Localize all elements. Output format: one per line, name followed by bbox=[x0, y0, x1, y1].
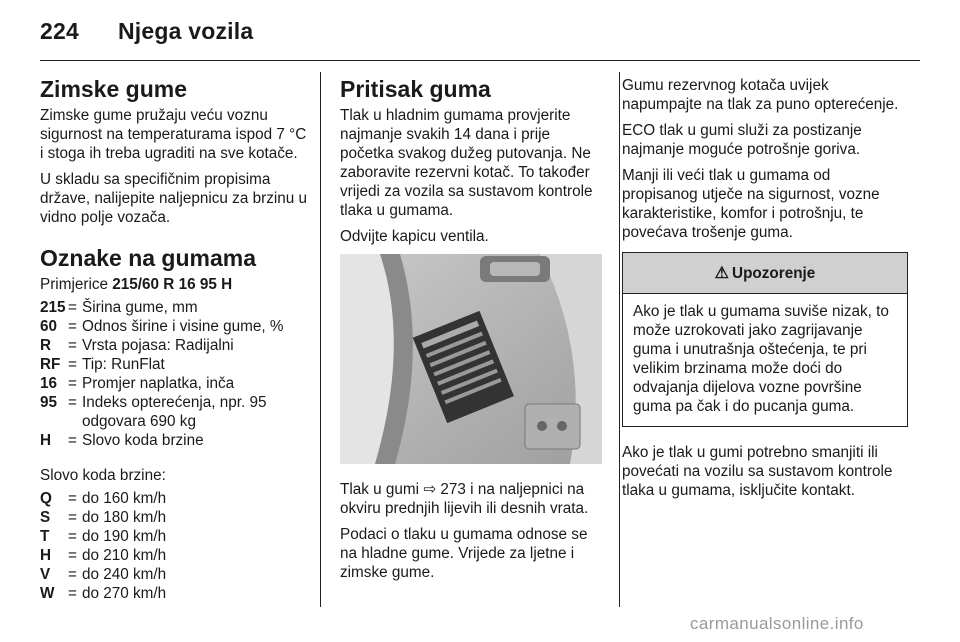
tyre-marks-heading: Oznake na gumama bbox=[40, 245, 257, 271]
page-header bbox=[40, 18, 253, 45]
header-rule bbox=[40, 60, 920, 61]
speed-code-key: H bbox=[40, 547, 52, 564]
winter-paragraph-2: U skladu sa specifičnim propisima države, nalijepite naljepnicu za brzinu u vidno polje vozača. bbox=[40, 171, 308, 226]
speed-code-description: do 160 km/h bbox=[82, 490, 167, 507]
speed-code-key: Q bbox=[40, 490, 52, 507]
pressure-paragraph-4: Podaci o tlaku u gumama odnose se na hladne gume. Vrijede za ljetne i zimske gume. bbox=[340, 526, 588, 581]
spare-paragraph: Gumu rezervnog kotača uvijek napumpajte na tlak za puno opterećenje. bbox=[622, 77, 899, 113]
speed-intro: Slovo koda brzine: bbox=[40, 467, 166, 484]
tyre-mark-key: 215 bbox=[40, 299, 66, 316]
warning-triangle-icon: ⚠ bbox=[714, 264, 730, 282]
column-divider-1 bbox=[320, 72, 321, 607]
tyre-mark-equals: = bbox=[68, 337, 77, 354]
pressure-ref-pre: Tlak u gumi bbox=[340, 481, 420, 498]
tyre-mark-description: Odnos širine i visine gume, % bbox=[82, 318, 284, 335]
tyre-mark-key: 95 bbox=[40, 394, 58, 411]
speed-code-table bbox=[40, 489, 308, 603]
chapter-title: Njega vozila bbox=[118, 18, 254, 44]
pressure-paragraph-2: Odvijte kapicu ventila. bbox=[340, 228, 489, 245]
speed-code-description: do 190 km/h bbox=[82, 528, 167, 545]
column-3 bbox=[622, 76, 908, 507]
winter-paragraph-1: Zimske gume pružaju veću voznu sigurnost na temperaturama ispod 7 °C i stoga ih treba ugraditi na sve kotače. bbox=[40, 107, 307, 162]
tyre-mark-key: H bbox=[40, 432, 52, 449]
speed-code-description: do 210 km/h bbox=[82, 547, 167, 564]
tyre-mark-equals: = bbox=[68, 375, 77, 392]
pressure-paragraph-1: Tlak u hladnim gumama provjerite najmanje svakih 14 dana i prije početka svakog dužeg putovanja. Ne zaboravite rezervni kotač. To također vrijedi za vozila sa sustavom kontrole tlaka u gumama. bbox=[340, 107, 593, 219]
column-divider-2 bbox=[619, 72, 620, 607]
tyre-mark-equals: = bbox=[68, 432, 77, 449]
tyre-mark-equals: = bbox=[68, 299, 77, 316]
column-1 bbox=[40, 76, 308, 603]
pressure-effects-paragraph: Manji ili veći tlak u gumama od propisanog utječe na sigurnost, vozne karakteristike, komfor i potrošnju, te povećava trošenje guma. bbox=[622, 167, 880, 241]
warning-box bbox=[622, 252, 908, 427]
tyre-mark-key: RF bbox=[40, 356, 61, 373]
tyre-mark-key: R bbox=[40, 337, 52, 354]
tyre-pressure-heading: Pritisak guma bbox=[340, 76, 491, 102]
warning-text: Ako je tlak u gumama suviše nizak, to može uzrokovati jako zagrijavanje guma i unutrašnja oštećenja, te pri velikim brzinama može doći do odvajanja dijelova vozne površine guma pa čak i do pucanja guma. bbox=[633, 303, 889, 415]
eco-paragraph: ECO tlak u gumi služi za postizanje najmanje moguće potrošnje goriva. bbox=[622, 122, 862, 158]
speed-code-equals: = bbox=[68, 547, 77, 564]
speed-code-key: V bbox=[40, 566, 51, 583]
tyre-mark-description: Vrsta pojasa: Radijalni bbox=[82, 337, 234, 354]
tyre-mark-description: Širina gume, mm bbox=[82, 299, 198, 316]
tyre-mark-equals: = bbox=[68, 356, 77, 373]
speed-code-key: W bbox=[40, 585, 55, 602]
pressure-paragraph-3 bbox=[340, 480, 602, 518]
tyre-marks-table bbox=[40, 298, 308, 450]
column-2 bbox=[340, 76, 602, 589]
tyre-mark-key: 16 bbox=[40, 375, 58, 392]
tpms-paragraph: Ako je tlak u gumi potrebno smanjiti ili povećati na vozilu sa sustavom kontrole tlaka u gumama, isključite kontakt. bbox=[622, 444, 893, 499]
speed-code-key: S bbox=[40, 509, 51, 526]
example-line bbox=[40, 275, 308, 294]
speed-code-description: do 180 km/h bbox=[82, 509, 167, 526]
speed-code-equals: = bbox=[68, 528, 77, 545]
page-number: 224 bbox=[40, 18, 79, 44]
speed-code-key: T bbox=[40, 528, 50, 545]
tyre-mark-description: Indeks opterećenja, npr. 95 odgovara 690 kg bbox=[82, 394, 267, 430]
door-frame-label-photo bbox=[340, 254, 602, 464]
watermark: carmanualsonline.info bbox=[690, 614, 864, 633]
warning-title: Upozorenje bbox=[732, 264, 816, 282]
tyre-mark-description: Slovo koda brzine bbox=[82, 432, 204, 449]
warning-header bbox=[623, 253, 907, 294]
pressure-ref-post: i na naljepnici na okviru prednjih lijevih ili desnih vrata. bbox=[340, 481, 589, 517]
speed-code-description: do 240 km/h bbox=[82, 566, 167, 583]
tyre-mark-description: Promjer naplatka, inča bbox=[82, 375, 235, 392]
example-code: 215/60 R 16 95 H bbox=[112, 276, 233, 293]
tyre-mark-key: 60 bbox=[40, 318, 58, 335]
tyre-mark-equals: = bbox=[68, 394, 77, 411]
reference-arrow-icon: ⇨ bbox=[423, 481, 437, 498]
winter-tyres-heading: Zimske gume bbox=[40, 76, 187, 102]
speed-code-equals: = bbox=[68, 585, 77, 602]
page-reference-link[interactable]: 273 bbox=[440, 481, 466, 498]
speed-code-equals: = bbox=[68, 509, 77, 526]
tyre-mark-equals: = bbox=[68, 318, 77, 335]
tyre-mark-description: Tip: RunFlat bbox=[82, 356, 165, 373]
speed-code-equals: = bbox=[68, 490, 77, 507]
example-label: Primjerice bbox=[40, 276, 108, 293]
speed-code-description: do 270 km/h bbox=[82, 585, 167, 602]
speed-code-equals: = bbox=[68, 566, 77, 583]
